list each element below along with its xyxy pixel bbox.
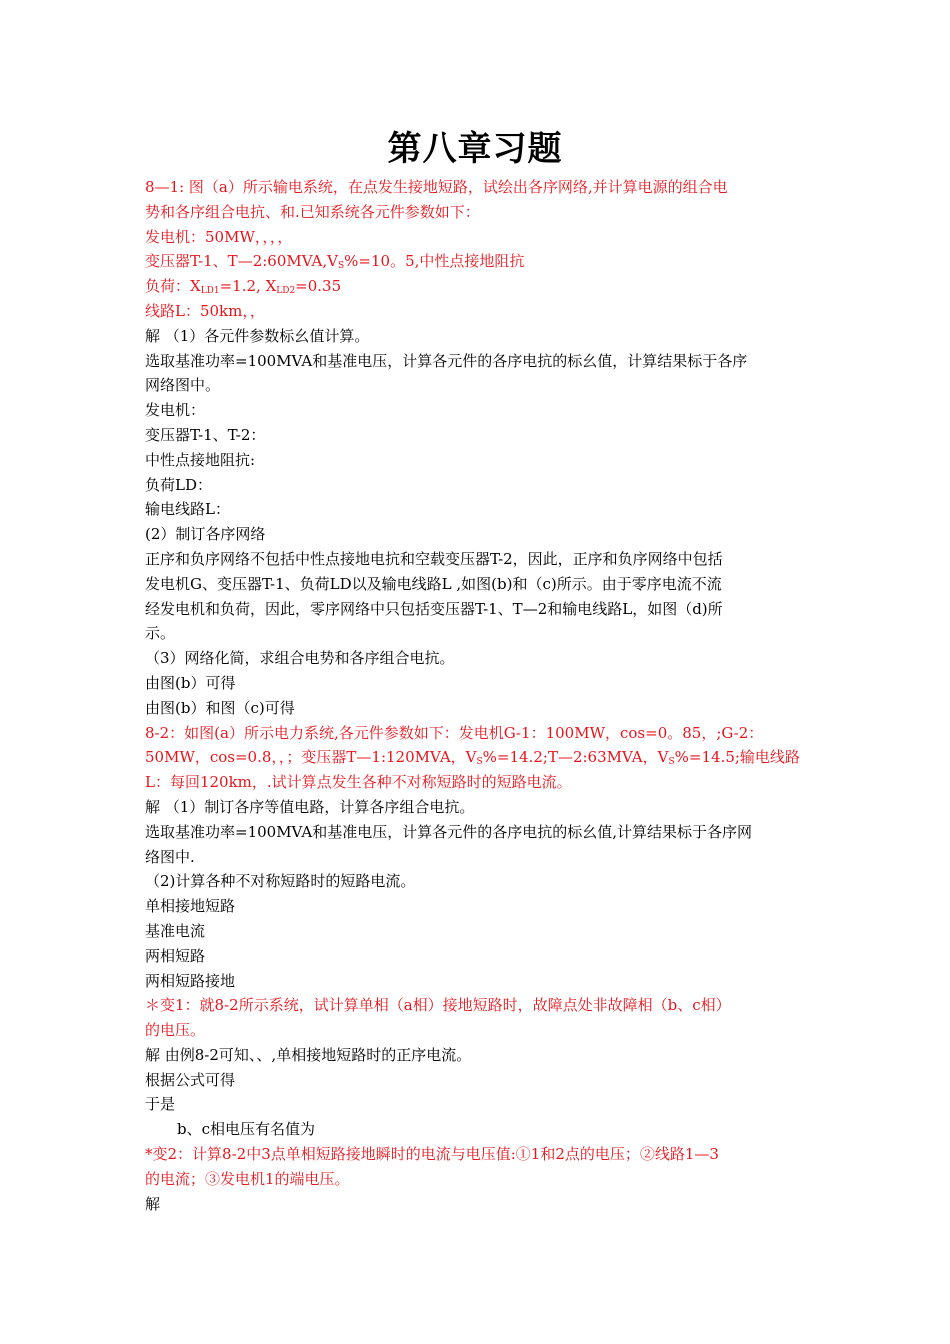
text-line [145,225,810,250]
text-run: 网络图中。 [145,376,221,395]
text-run: 选取基准功率=100MVA和基准电压，计算各元件的各序电抗的标幺值，计算结果标于各序 [145,351,748,370]
text-run: %=14.5;输电线路 [674,748,800,767]
text-run: b、c相电压有名值为 [177,1120,316,1139]
text-run: 变压器T-1、T-2： [145,425,266,444]
text-line [145,1117,810,1142]
text-run: （3）网络化简，求组合电势和各序组合电抗。 [145,649,455,668]
text-line [145,200,810,225]
text-line [145,671,810,696]
text-line [145,993,810,1018]
text-run: 中性点接地阻抗: [145,450,256,469]
text-run: 发电机： [145,401,206,420]
subscript: S [668,757,675,768]
text-run: （2)计算各种不对称短路时的短路电流。 [145,872,416,891]
text-line [145,324,810,349]
text-line [145,349,810,374]
text-line [145,1142,810,1167]
text-line [145,1018,810,1043]
text-run: 线路L：50km，， [145,301,265,320]
text-line [145,820,810,845]
text-line [145,249,810,274]
text-run: 解 [145,1194,161,1213]
text-line [145,845,810,870]
text-line [145,745,810,770]
text-run: 示。 [145,624,176,643]
text-run: 基准电流 [145,921,206,940]
document-title: 第八章习题 [387,129,563,169]
text-run: 由图(b）和图（c)可得 [145,698,295,717]
text-line [145,696,810,721]
text-run: L：每回120km，.试计算点发生各种不对称短路时的短路电流。 [145,773,572,792]
text-run: 由图(b）可得 [145,673,236,692]
text-run: 经发电机和负荷，因此，零序网络中只包括变压器T-1、T—2和输电线路L，如图（d)所 [145,599,723,618]
text-run: =1.2, X [219,277,277,296]
text-line [145,448,810,473]
text-line [145,572,810,597]
text-line [145,894,810,919]
text-run: 选取基准功率=100MVA和基准电压，计算各元件的各序电抗的标幺值,计算结果标于各序网 [145,822,752,841]
text-line [145,597,810,622]
text-line [145,919,810,944]
text-run: 于是 [145,1095,176,1114]
text-line [145,621,810,646]
text-run: 50MW，cos=0.8，，；变压器T—1:120MVA，V [145,748,477,767]
text-line [145,299,810,324]
text-run: 势和各序组合电抗、和.已知系统各元件参数如下： [145,202,480,221]
text-line [145,770,810,795]
text-line [145,175,810,200]
subscript: S [476,757,483,768]
text-run: %=10。5,中性点接地阻抗 [344,252,525,271]
text-run: ＊变1：就8-2所示系统，试计算单相（a相）接地短路时，故障点处非故障相（b、c相） [145,996,731,1015]
text-line [145,795,810,820]
text-run: 变压器T-1、T—2:60MVA,V [145,252,338,271]
text-line [145,522,810,547]
text-line [145,1043,810,1068]
text-run: 的电压。 [145,1021,206,1040]
text-run: *变2：计算8-2中3点单相短路接地瞬时的电流与电压值:①1和2点的电压；②线路1—3 [145,1145,719,1164]
text-line [145,497,810,522]
text-run: 络图中. [145,847,195,866]
text-line [145,1192,810,1217]
text-run: 负荷：X [145,277,201,296]
text-run: %=14.2;T—2:63MVA，V [482,748,669,767]
text-run: 解 （1）制订各序等值电路，计算各序组合电抗。 [145,797,475,816]
text-line [145,721,810,746]
text-run: 解 由例8-2可知、、,单相接地短路时的正序电流。 [145,1045,472,1064]
text-line [145,473,810,498]
text-line [145,373,810,398]
text-line [145,423,810,448]
text-line [145,1092,810,1117]
text-line [145,547,810,572]
text-run: 的电流；③发电机1的端电压。 [145,1169,350,1188]
text-run: 负荷LD： [145,475,212,494]
subscript: LD1 [200,286,220,297]
text-line [145,944,810,969]
text-line [145,274,810,299]
text-run: 根据公式可得 [145,1070,236,1089]
text-line [145,869,810,894]
text-run: 发电机：50MW，，，， [145,227,293,246]
text-run: 输电线路L： [145,500,230,519]
text-run: 发电机G、变压器T-1、负荷LD以及输电线路L ,如图(b)和（c)所示。由于零序电流不流 [145,574,722,593]
text-line [145,398,810,423]
text-line [145,1068,810,1093]
text-run: 两相短路接地 [145,971,236,990]
text-run: =0.35 [295,277,342,296]
text-run: 解 （1）各元件参数标幺值计算。 [145,326,370,345]
text-run: (2）制订各序网络 [145,525,266,544]
text-run: 正序和负序网络不包括中性点接地电抗和空载变压器T-2，因此，正序和负序网络中包括 [145,549,723,568]
text-run: 8-2：如图(a）所示电力系统,各元件参数如下：发电机G-1：100MW，cos=0。85，;G-2： [145,723,764,742]
text-line [145,646,810,671]
subscript: S [337,261,345,272]
text-run: 单相接地短路 [145,897,236,916]
document-body [145,175,810,1216]
text-run: 8—1: 图（a）所示输电系统，在点发生接地短路，试绘出各序网络,并计算电源的组合电 [145,178,728,196]
text-line [145,969,810,994]
text-run: 两相短路 [145,946,206,965]
text-line [145,1167,810,1192]
subscript: LD2 [276,286,296,297]
